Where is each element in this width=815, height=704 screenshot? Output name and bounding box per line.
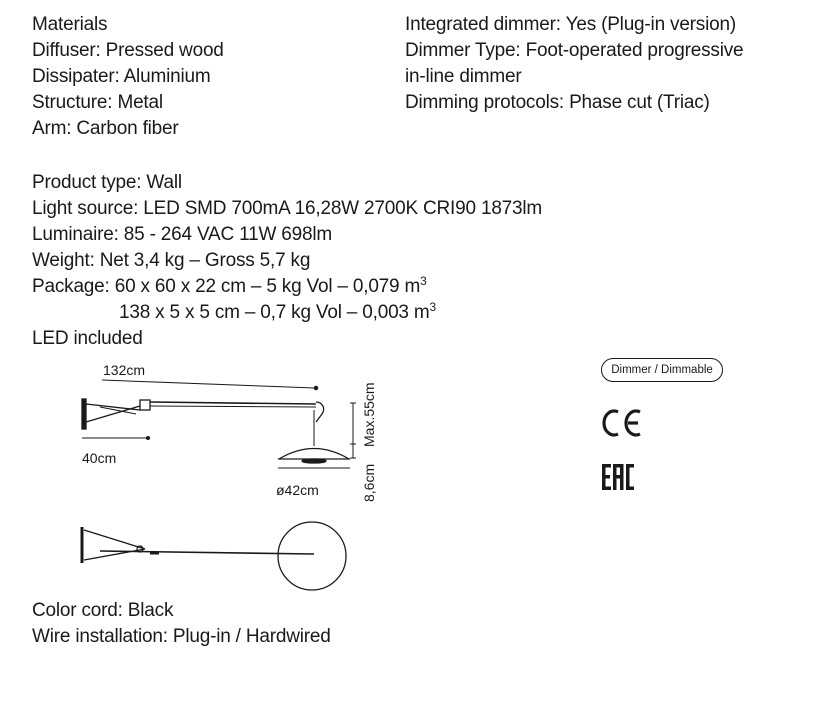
product-type-spec: Product type: Wall xyxy=(32,172,182,193)
diameter-label: ø42cm xyxy=(276,482,319,498)
eac-c-top xyxy=(626,464,634,468)
eac-c-bottom xyxy=(626,487,634,491)
dimmable-badge: Dimmer / Dimmable xyxy=(601,358,723,382)
eac-a-top xyxy=(613,464,624,468)
package-spec-2-text: 138 x 5 x 5 cm – 0,7 kg Vol – 0,003 m xyxy=(119,302,430,323)
package-spec-2-sup: 3 xyxy=(429,300,436,314)
eac-a-mid xyxy=(613,475,624,479)
arm-length-label: 132cm xyxy=(103,362,146,378)
ce-mark-icon xyxy=(604,411,640,435)
luminaire-spec: Luminaire: 85 - 264 VAC 11W 698lm xyxy=(32,224,333,245)
led-included-spec: LED included xyxy=(32,328,143,349)
eac-e-top xyxy=(602,464,611,468)
eac-e-bottom xyxy=(602,487,611,491)
weight-spec: Weight: Net 3,4 kg – Gross 5,7 kg xyxy=(32,250,311,271)
eac-mark-icon xyxy=(602,464,634,490)
max-height-label: Max.55cm xyxy=(361,382,377,447)
eac-c-stem xyxy=(626,464,630,490)
integrated-dimmer-spec: Integrated dimmer: Yes (Plug-in version) xyxy=(405,14,736,35)
ce-c xyxy=(604,411,618,435)
structure-spec: Structure: Metal xyxy=(32,92,163,113)
eac-e-mid xyxy=(602,475,610,479)
arm-spec: Arm: Carbon fiber xyxy=(32,118,179,139)
diffuser-spec: Diffuser: Pressed wood xyxy=(32,40,224,61)
package-spec-1-text: Package: 60 x 60 x 22 cm – 5 kg Vol – 0,079 m xyxy=(32,276,421,297)
wire-installation-spec: Wire installation: Plug-in / Hardwired xyxy=(32,626,331,647)
color-cord-spec: Color cord: Black xyxy=(32,600,174,621)
shade-height-label: 8,6cm xyxy=(361,463,377,502)
dissipater-spec: Dissipater: Aluminium xyxy=(32,66,211,87)
package-spec-1-sup: 3 xyxy=(420,274,427,288)
light-source-spec: Light source: LED SMD 700mA 16,28W 2700K CRI90 1873lm xyxy=(32,198,543,219)
dimming-protocols-spec: Dimming protocols: Phase cut (Triac) xyxy=(405,92,710,113)
cord-section xyxy=(32,598,331,650)
dimmer-type-spec: Dimmer Type: Foot-operated progressive xyxy=(405,40,744,61)
base-length-label: 40cm xyxy=(82,450,117,466)
materials-heading: Materials xyxy=(32,14,108,35)
dimmer-type-spec-cont: in-line dimmer xyxy=(405,66,522,87)
